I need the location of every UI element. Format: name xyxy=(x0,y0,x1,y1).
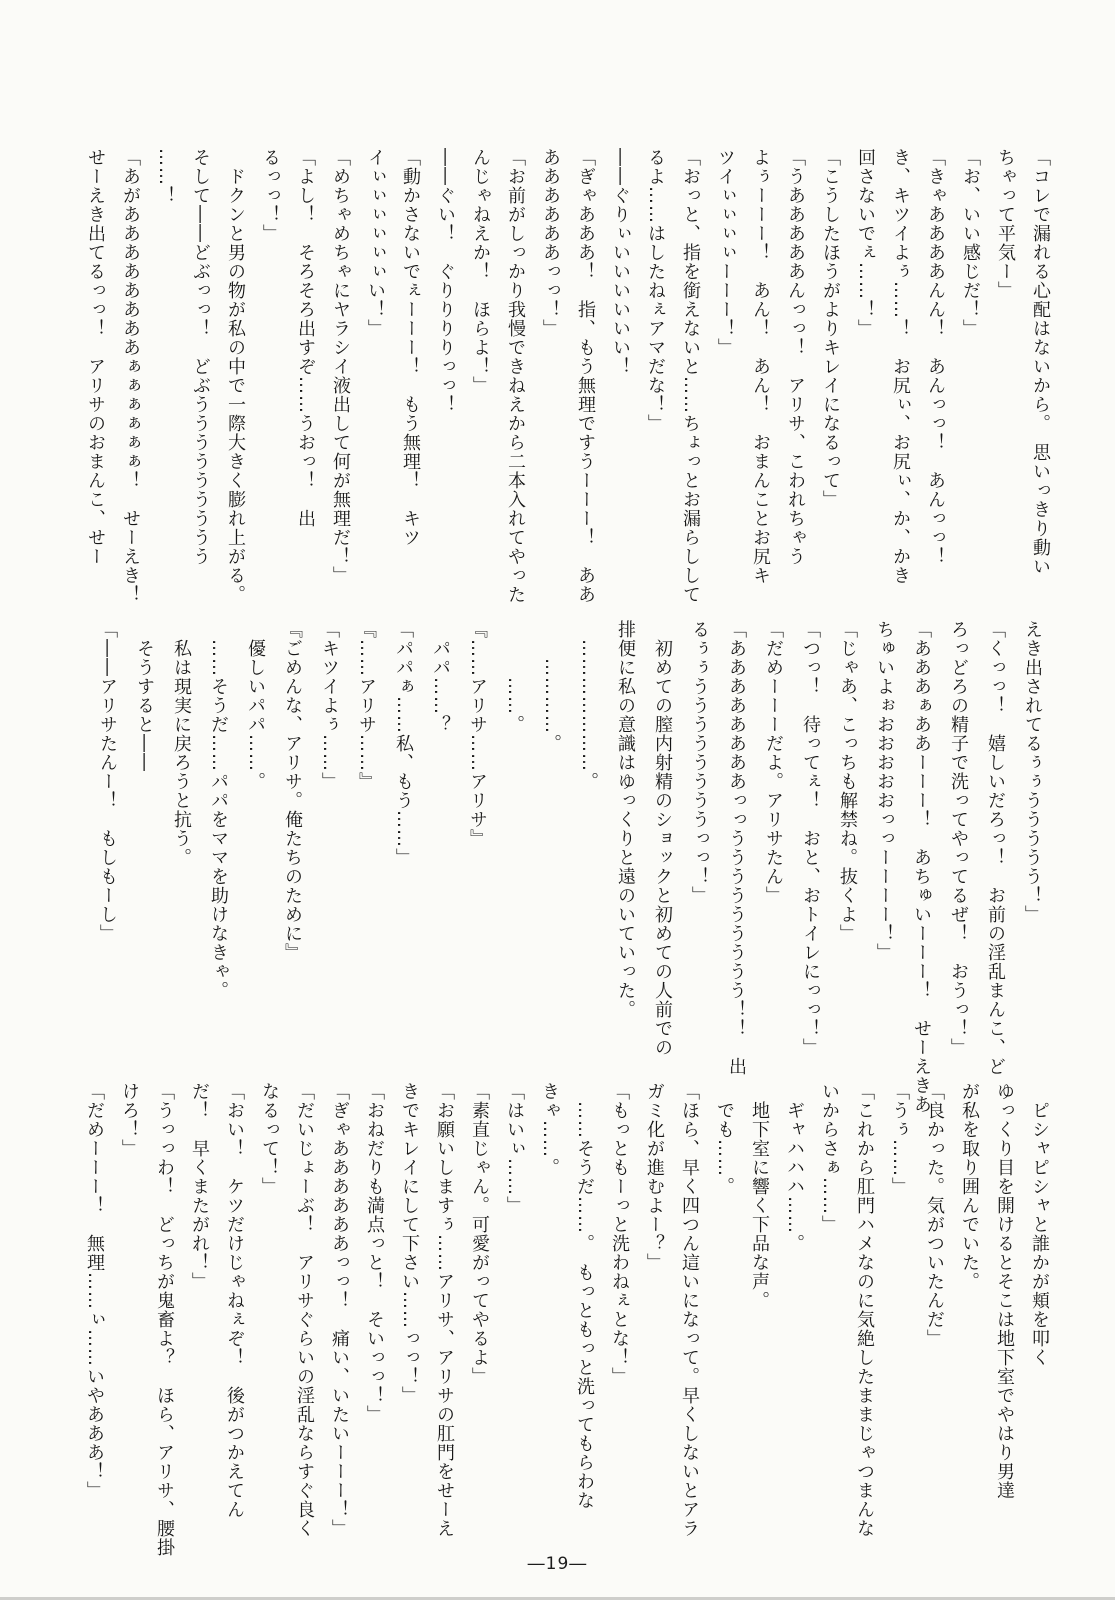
text-line: 「おねだりも満点っと！ そいっっ！」 xyxy=(364,1082,385,1424)
page-number: ―19― xyxy=(527,1554,588,1574)
text-line: 地下室に響く下品な声。 xyxy=(749,1082,770,1310)
text-line: 「ああああああああっっううううううううう！！ 出 xyxy=(726,620,747,1076)
text-line: 「お願いしますぅ……アリサ、アリサの肛門をせーえ xyxy=(434,1082,455,1538)
text-line: 初めての膣内射精のショックと初めての人前での xyxy=(652,620,673,1057)
text-line: …………。 xyxy=(541,620,562,753)
text-line: るっっ！」 xyxy=(260,148,281,243)
text-line: ――ぐりぃいいいいいい！ xyxy=(610,148,631,376)
text-line: 「めちゃめちゃにヤラシイ液出して何が無理だ！」 xyxy=(330,148,351,585)
text-line: でも……。 xyxy=(714,1082,735,1196)
text-line: ちゃって平気ー」 xyxy=(995,148,1016,300)
text-line: ガミ化が進むよー？」 xyxy=(644,1082,665,1272)
text-line: ちゅいよぉおおおおおっっーーーー！」 xyxy=(874,620,895,962)
text-line: だ！ 早くまたがれ！」 xyxy=(189,1082,210,1291)
text-line: るぅぅううううううううっっ！」 xyxy=(689,620,710,905)
text-line: 「よし！ そろそろ出すぞ……うおっ！ 出 xyxy=(295,148,316,528)
text-line: 「――アリサたんー！ もしもーし」 xyxy=(97,620,118,943)
text-line: 排便に私の意識はゆっくりと遠のいていった。 xyxy=(615,620,636,1019)
text-line: 「こうしたほうがよりキレイになるって」 xyxy=(820,148,841,509)
text-line: 「お前がしっかり我慢できねえから二本入れてやった xyxy=(505,148,526,604)
text-line: 「ぎゃああああああっっ！ 痛い、いたいーーー！」 xyxy=(329,1082,350,1538)
text-block-middle xyxy=(89,620,1051,1114)
text-line: きでキレイにして下さい……っっ！」 xyxy=(399,1082,420,1405)
text-line: 「きゃああああんん！ あんっっ！ あんっっ！ xyxy=(925,148,946,566)
text-line: 「つっ！ 待ってぇ！ おと、おトイレにっっ！」 xyxy=(800,620,821,1057)
text-block-bottom xyxy=(77,1082,1057,1557)
text-line: 「だいじょーぶ！ アリサぐらいの淫乱ならすぐ良く xyxy=(294,1082,315,1538)
text-line: ドクンと男の物が私の中で一際大きく膨れ上がる。 xyxy=(225,148,246,604)
text-line: いからさぁ……」 xyxy=(819,1082,840,1234)
text-line: そして――どぶっっ！ どぶううううううううう xyxy=(190,148,211,566)
text-line: ……そうだ……パパをママを助けなきゃ。 xyxy=(208,620,229,1000)
text-line: 「はいぃ……」 xyxy=(504,1082,525,1215)
text-line: 「コレで漏れる心配はないから。 思いっきり動い xyxy=(1030,148,1051,576)
text-line: ……。 xyxy=(504,620,525,734)
text-line: イぃぃぃぃぃぃい！」 xyxy=(365,148,386,338)
text-line: 「もっともーっと洗わねぇとな！」 xyxy=(609,1082,630,1386)
text-line: 「くっっ！ 嬉しいだろっ！ お前の淫乱まんこ、ど xyxy=(985,620,1006,1076)
text-line: 優しいパパ……。 xyxy=(245,620,266,791)
text-line: 「うあああああんっっ！ アリサ、こわれちゃう xyxy=(785,148,806,566)
text-line: せーえき出てるっっ！ アリサのおまんこ、せー xyxy=(85,148,106,566)
text-line: なるって！」 xyxy=(259,1082,280,1196)
text-line: ろっどろの精子で洗ってやってるぜ！ おうっ！」 xyxy=(948,620,969,1057)
text-line: き、キツイよぅ……！ お尻ぃ、お尻ぃ、か、かき xyxy=(890,148,911,585)
text-line: 「素直じゃん。可愛がってやるよ」 xyxy=(469,1082,490,1386)
text-line: ――ぐい！ ぐりりりりっっ！ xyxy=(435,148,456,414)
text-line: …………………。 xyxy=(578,620,599,791)
text-line: るよ……はしたねぇアマだな！」 xyxy=(645,148,666,433)
text-line: ギャハハハ……。 xyxy=(784,1082,805,1253)
text-line: が私を取り囲んでいた。 xyxy=(959,1082,980,1291)
text-line: 「だめーーーだよ。アリサたん」 xyxy=(763,620,784,905)
text-block-top xyxy=(78,148,1058,610)
text-line: ピシャピシャと誰かが頬を叩く xyxy=(1029,1082,1050,1367)
text-line: ああああああっっ！」 xyxy=(540,148,561,338)
text-line: 「うっっわ！ どっちが鬼畜よ？ ほら、アリサ、腰掛 xyxy=(154,1082,175,1557)
text-line: 「ぎゃあああ！ 指、もう無理ですうーーー！ ああ xyxy=(575,148,596,604)
text-line: 「ほら、早く四つん這いになって。早くしないとアラ xyxy=(679,1082,700,1538)
text-line: 「パパぁ……私、もう……」 xyxy=(393,620,414,867)
text-line: 「あがああああああああぁぁぁぁぁぁ！ せーえき！ xyxy=(120,148,141,604)
text-line: よぅーーー！ あん！ あん！ おまんことお尻キ xyxy=(750,148,771,585)
text-line: 「おっと、指を銜えないと……ちょっとお漏らしして xyxy=(680,148,701,604)
text-line: 「良かった。気がついたんだ」 xyxy=(924,1082,945,1348)
text-line: 「これから肛門ハメなのに気絶したままじゃつまんな xyxy=(854,1082,875,1538)
text-line: ゆっくり目を開けるとそこは地下室でやはり男達 xyxy=(994,1082,1015,1500)
text-line: 「キツイよぅ……」 xyxy=(319,620,340,791)
text-line: 「あああぁああーーー！ あちゅいーーー！ せーえきあ xyxy=(911,620,932,1114)
text-line: そうすると―― xyxy=(134,620,155,772)
text-line: ツイぃぃぃぃーーー！」 xyxy=(715,148,736,357)
text-line: 『……アリサ……アリサ』 xyxy=(467,620,488,848)
text-line: 『……アリサ……』 xyxy=(356,620,377,791)
text-line: 「うぅ……」 xyxy=(889,1082,910,1196)
text-line: 回さないでぇ……！」 xyxy=(855,148,876,338)
text-line: 私は現実に戻ろうと抗う。 xyxy=(171,620,192,867)
text-line: ……！ xyxy=(155,148,176,205)
text-line: 『ごめんな、アリサ。俺たちのために』 xyxy=(282,620,303,962)
text-line: けろ！」 xyxy=(119,1082,140,1158)
text-line: 「動かさないでぇーーー！ もう無理！ キツ xyxy=(400,148,421,547)
text-line: パパ……？ xyxy=(430,620,451,734)
text-line: 「だめーーー！ 無理……ぃ……いやあああ！」 xyxy=(84,1082,105,1500)
text-line: 「じゃあ、こっちも解禁ね。抜くよ」 xyxy=(837,620,858,943)
text-line: えき出されてるぅぅううううう！」 xyxy=(1022,620,1043,924)
text-line: ……そうだ……。 もっともっと洗ってもらわな xyxy=(574,1082,595,1510)
text-line: 「お、いい感じだ！」 xyxy=(960,148,981,338)
text-line: きゃ……。 xyxy=(539,1082,560,1177)
text-line: 「おい！ ケツだけじゃねぇぞ！ 後がつかえてん xyxy=(224,1082,245,1519)
text-line: んじゃねえか！ ほらよ！」 xyxy=(470,148,491,395)
